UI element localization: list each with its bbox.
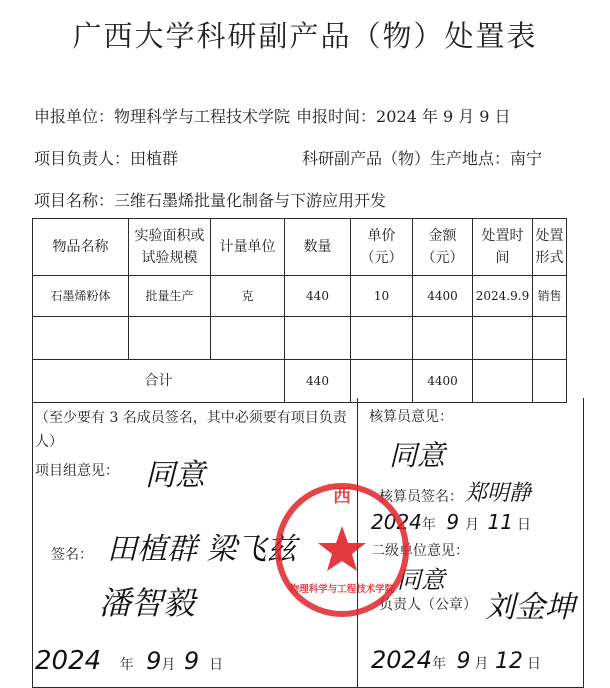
auditor-opinion-handwriting: 同意 bbox=[389, 439, 446, 472]
leader-value: 田植群 bbox=[130, 149, 179, 168]
auditor-date-month: 月 bbox=[465, 517, 480, 533]
secondary-date-day-hw: 12 bbox=[494, 649, 523, 674]
table-cell bbox=[351, 360, 413, 403]
auditor-date-day: 日 bbox=[517, 517, 531, 533]
seal-star-icon bbox=[318, 526, 366, 571]
table-cell bbox=[33, 317, 129, 360]
secondary-date-month: 月 bbox=[474, 656, 489, 672]
secondary-opinion-label: 二级单位意见： bbox=[371, 543, 469, 559]
sign-label: 签名： bbox=[51, 547, 93, 563]
table-cell bbox=[533, 317, 567, 360]
left-date-day: 日 bbox=[209, 657, 224, 673]
total-row bbox=[33, 360, 567, 403]
col-header: 处置形式 bbox=[533, 219, 567, 276]
col-header: 物品名称 bbox=[33, 219, 129, 276]
project-group-opinion-handwriting: 同意 bbox=[145, 458, 205, 493]
left-date-year: 年 bbox=[119, 657, 134, 673]
signature-handwriting-line2: 潘智毅 bbox=[99, 584, 196, 622]
table-cell bbox=[473, 360, 533, 403]
place-value: 南宁 bbox=[510, 149, 543, 168]
auditor-date-month-hw: 9 bbox=[446, 510, 460, 534]
page-title: 广西大学科研副产品（物）处置表 bbox=[72, 19, 538, 53]
auditor-signature-handwriting: 郑明静 bbox=[465, 481, 532, 506]
seal-bottom-text: 物理科学与工程技术学院 bbox=[289, 584, 395, 595]
total-label: 合计 bbox=[33, 360, 285, 403]
table-cell bbox=[129, 317, 211, 360]
header-line-unit bbox=[34, 104, 511, 127]
table-cell bbox=[211, 317, 285, 360]
project-label: 项目名称： bbox=[34, 191, 115, 210]
table-header-row bbox=[33, 219, 567, 276]
time-value: 2024 年 9 月 9 日 bbox=[376, 107, 511, 126]
header-line-project bbox=[34, 188, 386, 211]
unit-value: 物理科学与工程技术学院 bbox=[114, 107, 291, 126]
left-date-month-hw: 9 bbox=[146, 647, 162, 675]
project-value: 三维石墨烯批量化制备与下游应用开发 bbox=[114, 191, 387, 210]
col-header: 金额（元） bbox=[413, 219, 473, 276]
table-cell: 4400 bbox=[413, 276, 473, 317]
table-row bbox=[33, 317, 567, 360]
secondary-date-month-hw: 9 bbox=[456, 649, 471, 674]
secondary-leader-label: 负责人（公章） bbox=[379, 597, 477, 613]
seal-top-text: 西 bbox=[333, 486, 351, 507]
table-cell bbox=[413, 317, 473, 360]
leader-label: 项目负责人： bbox=[34, 149, 131, 168]
left-date-month: 月 bbox=[161, 657, 176, 673]
total-amount: 4400 bbox=[413, 360, 473, 403]
table-cell bbox=[533, 360, 567, 403]
secondary-date bbox=[371, 646, 541, 674]
secondary-signature-handwriting: 刘金坤 bbox=[485, 590, 575, 625]
time-label: 申报时间： bbox=[296, 107, 377, 126]
col-header: 实验面积或试验规模 bbox=[129, 219, 211, 276]
table-cell: 440 bbox=[285, 276, 351, 317]
col-header: 单价（元） bbox=[351, 219, 413, 276]
place-label: 科研副产品（物）生产地点： bbox=[302, 149, 511, 168]
table-cell: 克 bbox=[211, 276, 285, 317]
official-seal-stamp bbox=[272, 480, 412, 620]
auditor-date-day-hw: 11 bbox=[487, 510, 513, 534]
left-date-day-hw: 9 bbox=[183, 647, 200, 675]
auditor-sign-label: 核算员签名： bbox=[379, 489, 463, 505]
col-header: 处置时间 bbox=[473, 219, 533, 276]
secondary-opinion-handwriting: 同意 bbox=[397, 566, 445, 594]
auditor-opinion-label: 核算员意见： bbox=[369, 409, 453, 425]
secondary-date-year: 年 bbox=[432, 656, 447, 672]
table-cell: 销售 bbox=[533, 276, 567, 317]
table-cell bbox=[473, 317, 533, 360]
signature-handwriting-line1: 田植群 梁飞兹 bbox=[107, 532, 297, 567]
table-cell: 石墨烯粉体 bbox=[33, 276, 129, 317]
col-header: 数量 bbox=[285, 219, 351, 276]
secondary-date-day: 日 bbox=[526, 656, 541, 672]
table-cell bbox=[351, 317, 413, 360]
unit-label: 申报单位： bbox=[34, 107, 115, 126]
table-cell: 2024.9.9 bbox=[473, 276, 533, 317]
header-line-leader bbox=[34, 146, 542, 169]
table-cell: 批量生产 bbox=[129, 276, 211, 317]
left-date-year-hw: 2024 bbox=[35, 646, 102, 676]
table-cell bbox=[285, 317, 351, 360]
project-group-opinion-label: 项目组意见： bbox=[35, 463, 119, 479]
table-cell: 10 bbox=[351, 276, 413, 317]
secondary-date-year-hw: 2024 bbox=[371, 646, 433, 674]
disposal-table bbox=[32, 218, 567, 403]
left-date bbox=[35, 646, 223, 676]
total-quantity: 440 bbox=[285, 360, 351, 403]
auditor-date-year-hw: 2024 bbox=[371, 510, 422, 534]
auditor-date-year: 年 bbox=[421, 517, 436, 533]
table-row bbox=[33, 276, 567, 317]
signature-note: （至少要有 3 名成员签名，其中必须要有项目负责人） bbox=[35, 410, 347, 450]
col-header: 计量单位 bbox=[211, 219, 285, 276]
